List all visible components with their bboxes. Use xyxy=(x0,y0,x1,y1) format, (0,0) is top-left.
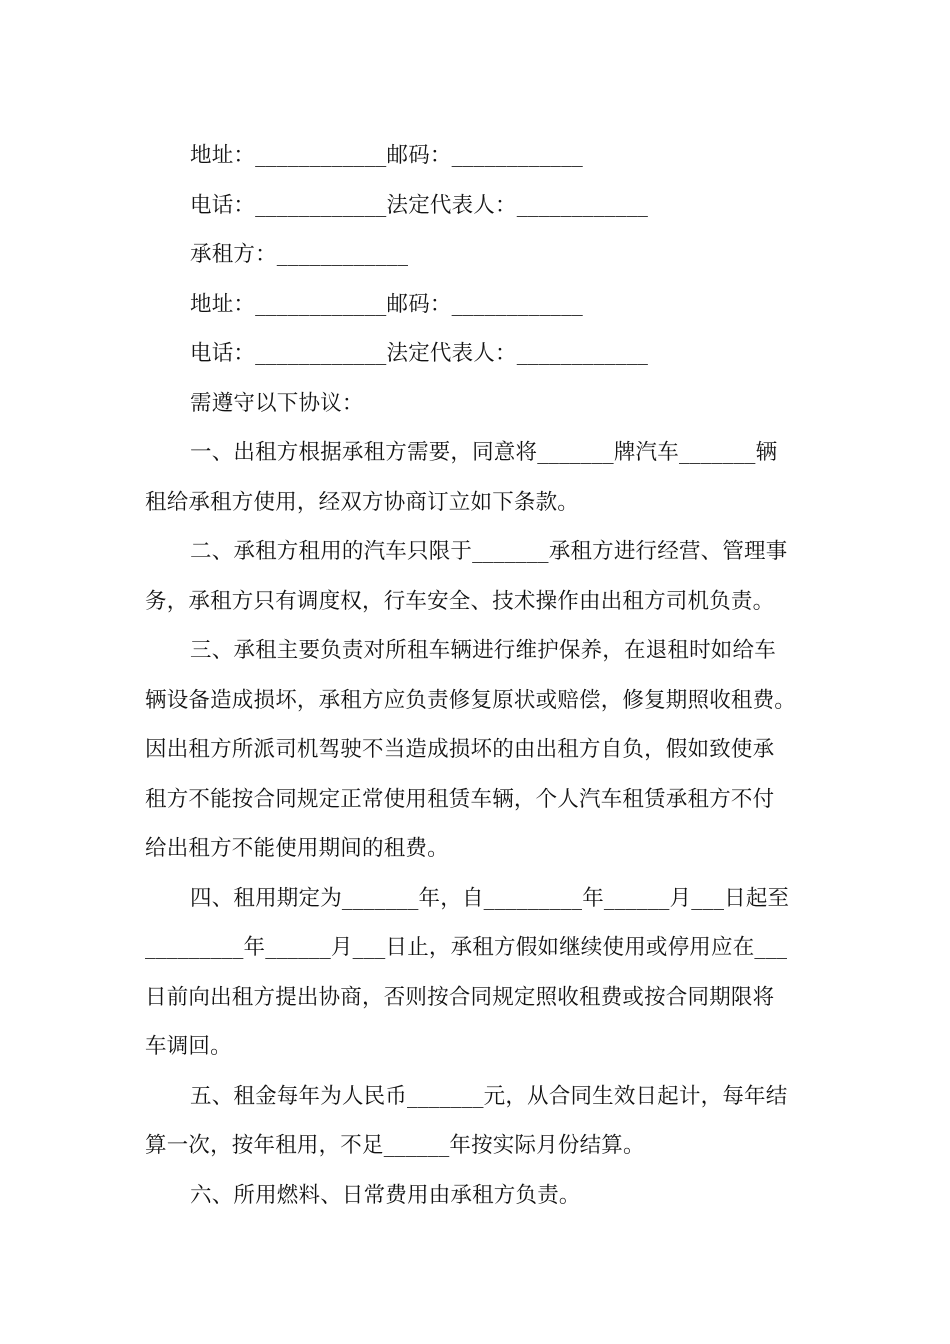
lessee-address-line: 地址：____________邮码：____________ xyxy=(190,291,584,317)
lessor-address-line: 地址：____________邮码：____________ xyxy=(190,143,584,168)
clause-3-line-1: 三、承租主要负责对所租车辆进行维护保养，在退租时如给车 xyxy=(190,638,776,663)
clause-4-line-1: 四、租用期定为_______年，自_________年______月___日起至 xyxy=(190,885,790,911)
clause-4-line-3: 日前向出租方提出协商，否则按合同规定照收租费或按合同期限将 xyxy=(145,984,775,1010)
clause-4-line-4: 车调回。 xyxy=(145,1034,232,1059)
lessee-name-line: 承租方：____________ xyxy=(190,242,409,267)
agreement-intro: 需遵守以下协议： xyxy=(190,390,364,416)
clause-6-line-1: 六、所用燃料、日常费用由承租方负责。 xyxy=(190,1182,581,1208)
clause-5-line-1: 五、租金每年为人民币_______元，从合同生效日起计，每年结 xyxy=(190,1083,788,1109)
clause-2-line-2: 务，承租方只有调度权，行车安全、技术操作由出租方司机负责。 xyxy=(145,588,775,614)
clause-1-line-1: 一、出租方根据承租方需要，同意将_______牌汽车_______辆 xyxy=(190,440,778,465)
clause-4-line-2: _________年______月___日止，承租方假如继续使用或停用应在___ xyxy=(145,935,788,960)
clause-1-line-2: 租给承租方使用，经双方协商订立如下条款。 xyxy=(145,489,580,515)
lessor-phone-line: 电话：____________法定代表人：____________ xyxy=(190,192,649,218)
clause-3-line-2: 辆设备造成损坏，承租方应负责修复原状或赔偿，修复期照收租费。 xyxy=(145,687,797,713)
clause-5-line-2: 算一次，按年租用，不足______年按实际月份结算。 xyxy=(145,1133,645,1158)
clause-3-line-4: 租方不能按合同规定正常使用租赁车辆，个人汽车租赁承租方不付 xyxy=(145,786,775,812)
clause-2-line-1: 二、承租方租用的汽车只限于_______承租方进行经营、管理事 xyxy=(190,539,788,564)
contract-body xyxy=(145,131,825,1220)
clause-3-line-3: 因出租方所派司机驾驶不当造成损坏的由出租方自负，假如致使承 xyxy=(145,737,775,762)
clause-3-line-5: 给出租方不能使用期间的租费。 xyxy=(145,836,449,861)
lessee-phone-line: 电话：____________法定代表人：____________ xyxy=(190,341,649,366)
